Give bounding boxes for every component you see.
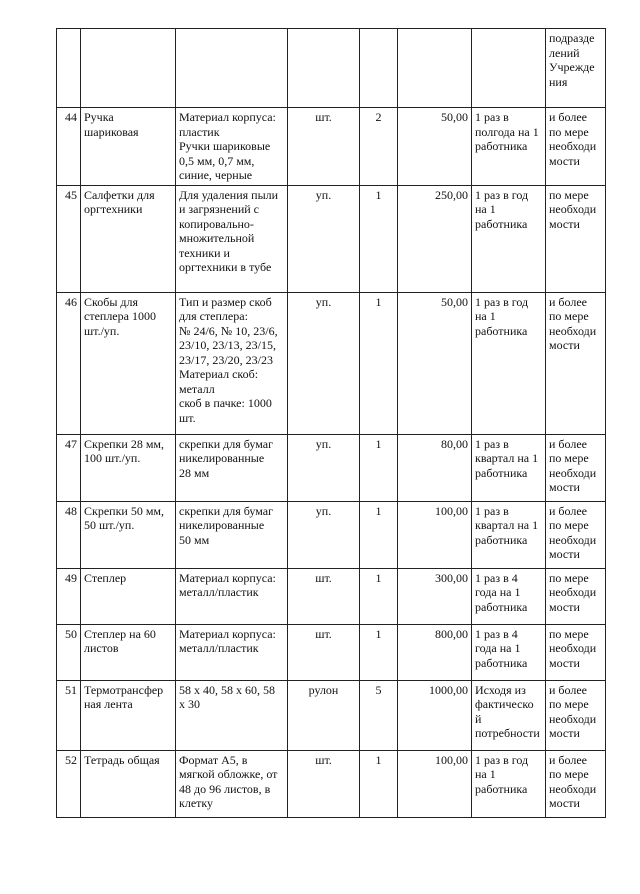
cell-name: Степлер на 60 листов — [81, 624, 176, 680]
cell-qty: 1 — [360, 292, 398, 434]
cell-price: 50,00 — [398, 108, 472, 186]
cell-name: Тетрадь общая — [81, 750, 176, 817]
cell-qty: 5 — [360, 680, 398, 750]
cell-num: 48 — [57, 501, 81, 568]
cell-note: и более по мере необходи мости — [546, 501, 606, 568]
cell-unit: шт. — [288, 108, 360, 186]
cell-unit: шт. — [288, 750, 360, 817]
cell-price: 100,00 — [398, 750, 472, 817]
table-row — [57, 568, 606, 624]
table-row — [57, 185, 606, 292]
cell-qty: 1 — [360, 501, 398, 568]
cell-price: 100,00 — [398, 501, 472, 568]
cell-price: 50,00 — [398, 292, 472, 434]
cell-num: 47 — [57, 434, 81, 501]
cell-note: и более по мере необходи мости — [546, 292, 606, 434]
cell-qty: 2 — [360, 108, 398, 186]
cell-unit: шт. — [288, 568, 360, 624]
cell-note: по мере необходи мости — [546, 185, 606, 292]
cell-unit: уп. — [288, 434, 360, 501]
cell-note: и более по мере необходи мости — [546, 750, 606, 817]
cell-note: и более по мере необходи мости — [546, 434, 606, 501]
cell-desc: Материал корпуса: металл/пластик — [176, 568, 288, 624]
cell-unit: уп. — [288, 501, 360, 568]
cell-period: 1 раз в 4 года на 1 работника — [472, 624, 546, 680]
cell-period: 1 раз в полгода на 1 работника — [472, 108, 546, 186]
cell-qty — [360, 29, 398, 108]
cell-name: Степлер — [81, 568, 176, 624]
cell-num: 46 — [57, 292, 81, 434]
cell-num: 45 — [57, 185, 81, 292]
cell-price: 1000,00 — [398, 680, 472, 750]
cell-note: по мере необходи мости — [546, 624, 606, 680]
cell-num: 50 — [57, 624, 81, 680]
cell-price: 80,00 — [398, 434, 472, 501]
cell-desc: скрепки для бумаг никелированные 50 мм — [176, 501, 288, 568]
table-row — [57, 292, 606, 434]
cell-unit — [288, 29, 360, 108]
cell-price — [398, 29, 472, 108]
cell-qty: 1 — [360, 750, 398, 817]
cell-name: Салфетки для оргтехники — [81, 185, 176, 292]
table-row — [57, 501, 606, 568]
cell-period: 1 раз в квартал на 1 работника — [472, 501, 546, 568]
cell-desc — [176, 29, 288, 108]
table-row — [57, 108, 606, 186]
cell-period — [472, 29, 546, 108]
cell-desc: 58 х 40, 58 х 60, 58 х 30 — [176, 680, 288, 750]
cell-qty: 1 — [360, 434, 398, 501]
cell-num: 49 — [57, 568, 81, 624]
cell-period: 1 раз в 4 года на 1 работника — [472, 568, 546, 624]
cell-qty: 1 — [360, 185, 398, 292]
cell-qty: 1 — [360, 624, 398, 680]
items-table — [56, 28, 606, 818]
cell-qty: 1 — [360, 568, 398, 624]
cell-note: по мере необходи мости — [546, 568, 606, 624]
cell-desc: Материал корпуса: пластик Ручки шариковые 0,5 мм, 0,7 мм, синие, черные — [176, 108, 288, 186]
cell-num: 44 — [57, 108, 81, 186]
cell-desc: Для удаления пыли и загрязнений с копировально- множительной техники и оргтехники в тубе — [176, 185, 288, 292]
table-row-continuation — [57, 29, 606, 108]
cell-unit: уп. — [288, 292, 360, 434]
cell-note: и более по мере необходи мости — [546, 108, 606, 186]
cell-name: Скрепки 50 мм, 50 шт./уп. — [81, 501, 176, 568]
cell-period: 1 раз в год на 1 работника — [472, 185, 546, 292]
cell-desc: скрепки для бумаг никелированные 28 мм — [176, 434, 288, 501]
cell-name — [81, 29, 176, 108]
cell-num: 51 — [57, 680, 81, 750]
cell-period: 1 раз в квартал на 1 работника — [472, 434, 546, 501]
cell-price: 800,00 — [398, 624, 472, 680]
cell-desc: Тип и размер скоб для степлера: № 24/6, № 10, 23/6, 23/10, 23/13, 23/15, 23/17, 23/20, 23/23 Материал скоб: металл скоб в пачке: 1000 шт. — [176, 292, 288, 434]
cell-price: 250,00 — [398, 185, 472, 292]
cell-period: 1 раз в год на 1 работника — [472, 292, 546, 434]
cell-price: 300,00 — [398, 568, 472, 624]
cell-name: Термотрансфер ная лента — [81, 680, 176, 750]
table-row — [57, 434, 606, 501]
cell-period: 1 раз в год на 1 работника — [472, 750, 546, 817]
cell-unit: шт. — [288, 624, 360, 680]
cell-desc: Формат А5, в мягкой обложке, от 48 до 96 листов, в клетку — [176, 750, 288, 817]
cell-name: Ручка шариковая — [81, 108, 176, 186]
cell-name: Скрепки 28 мм, 100 шт./уп. — [81, 434, 176, 501]
cell-unit: рулон — [288, 680, 360, 750]
cell-unit: уп. — [288, 185, 360, 292]
cell-num — [57, 29, 81, 108]
cell-desc: Материал корпуса: металл/пластик — [176, 624, 288, 680]
table-row — [57, 680, 606, 750]
cell-note: и более по мере необходи мости — [546, 680, 606, 750]
table-row — [57, 624, 606, 680]
cell-period: Исходя из фактическо й потребности — [472, 680, 546, 750]
cell-name: Скобы для степлера 1000 шт./уп. — [81, 292, 176, 434]
cell-num: 52 — [57, 750, 81, 817]
cell-note: подразде лений Учрежде ния — [546, 29, 606, 108]
table-row — [57, 750, 606, 817]
